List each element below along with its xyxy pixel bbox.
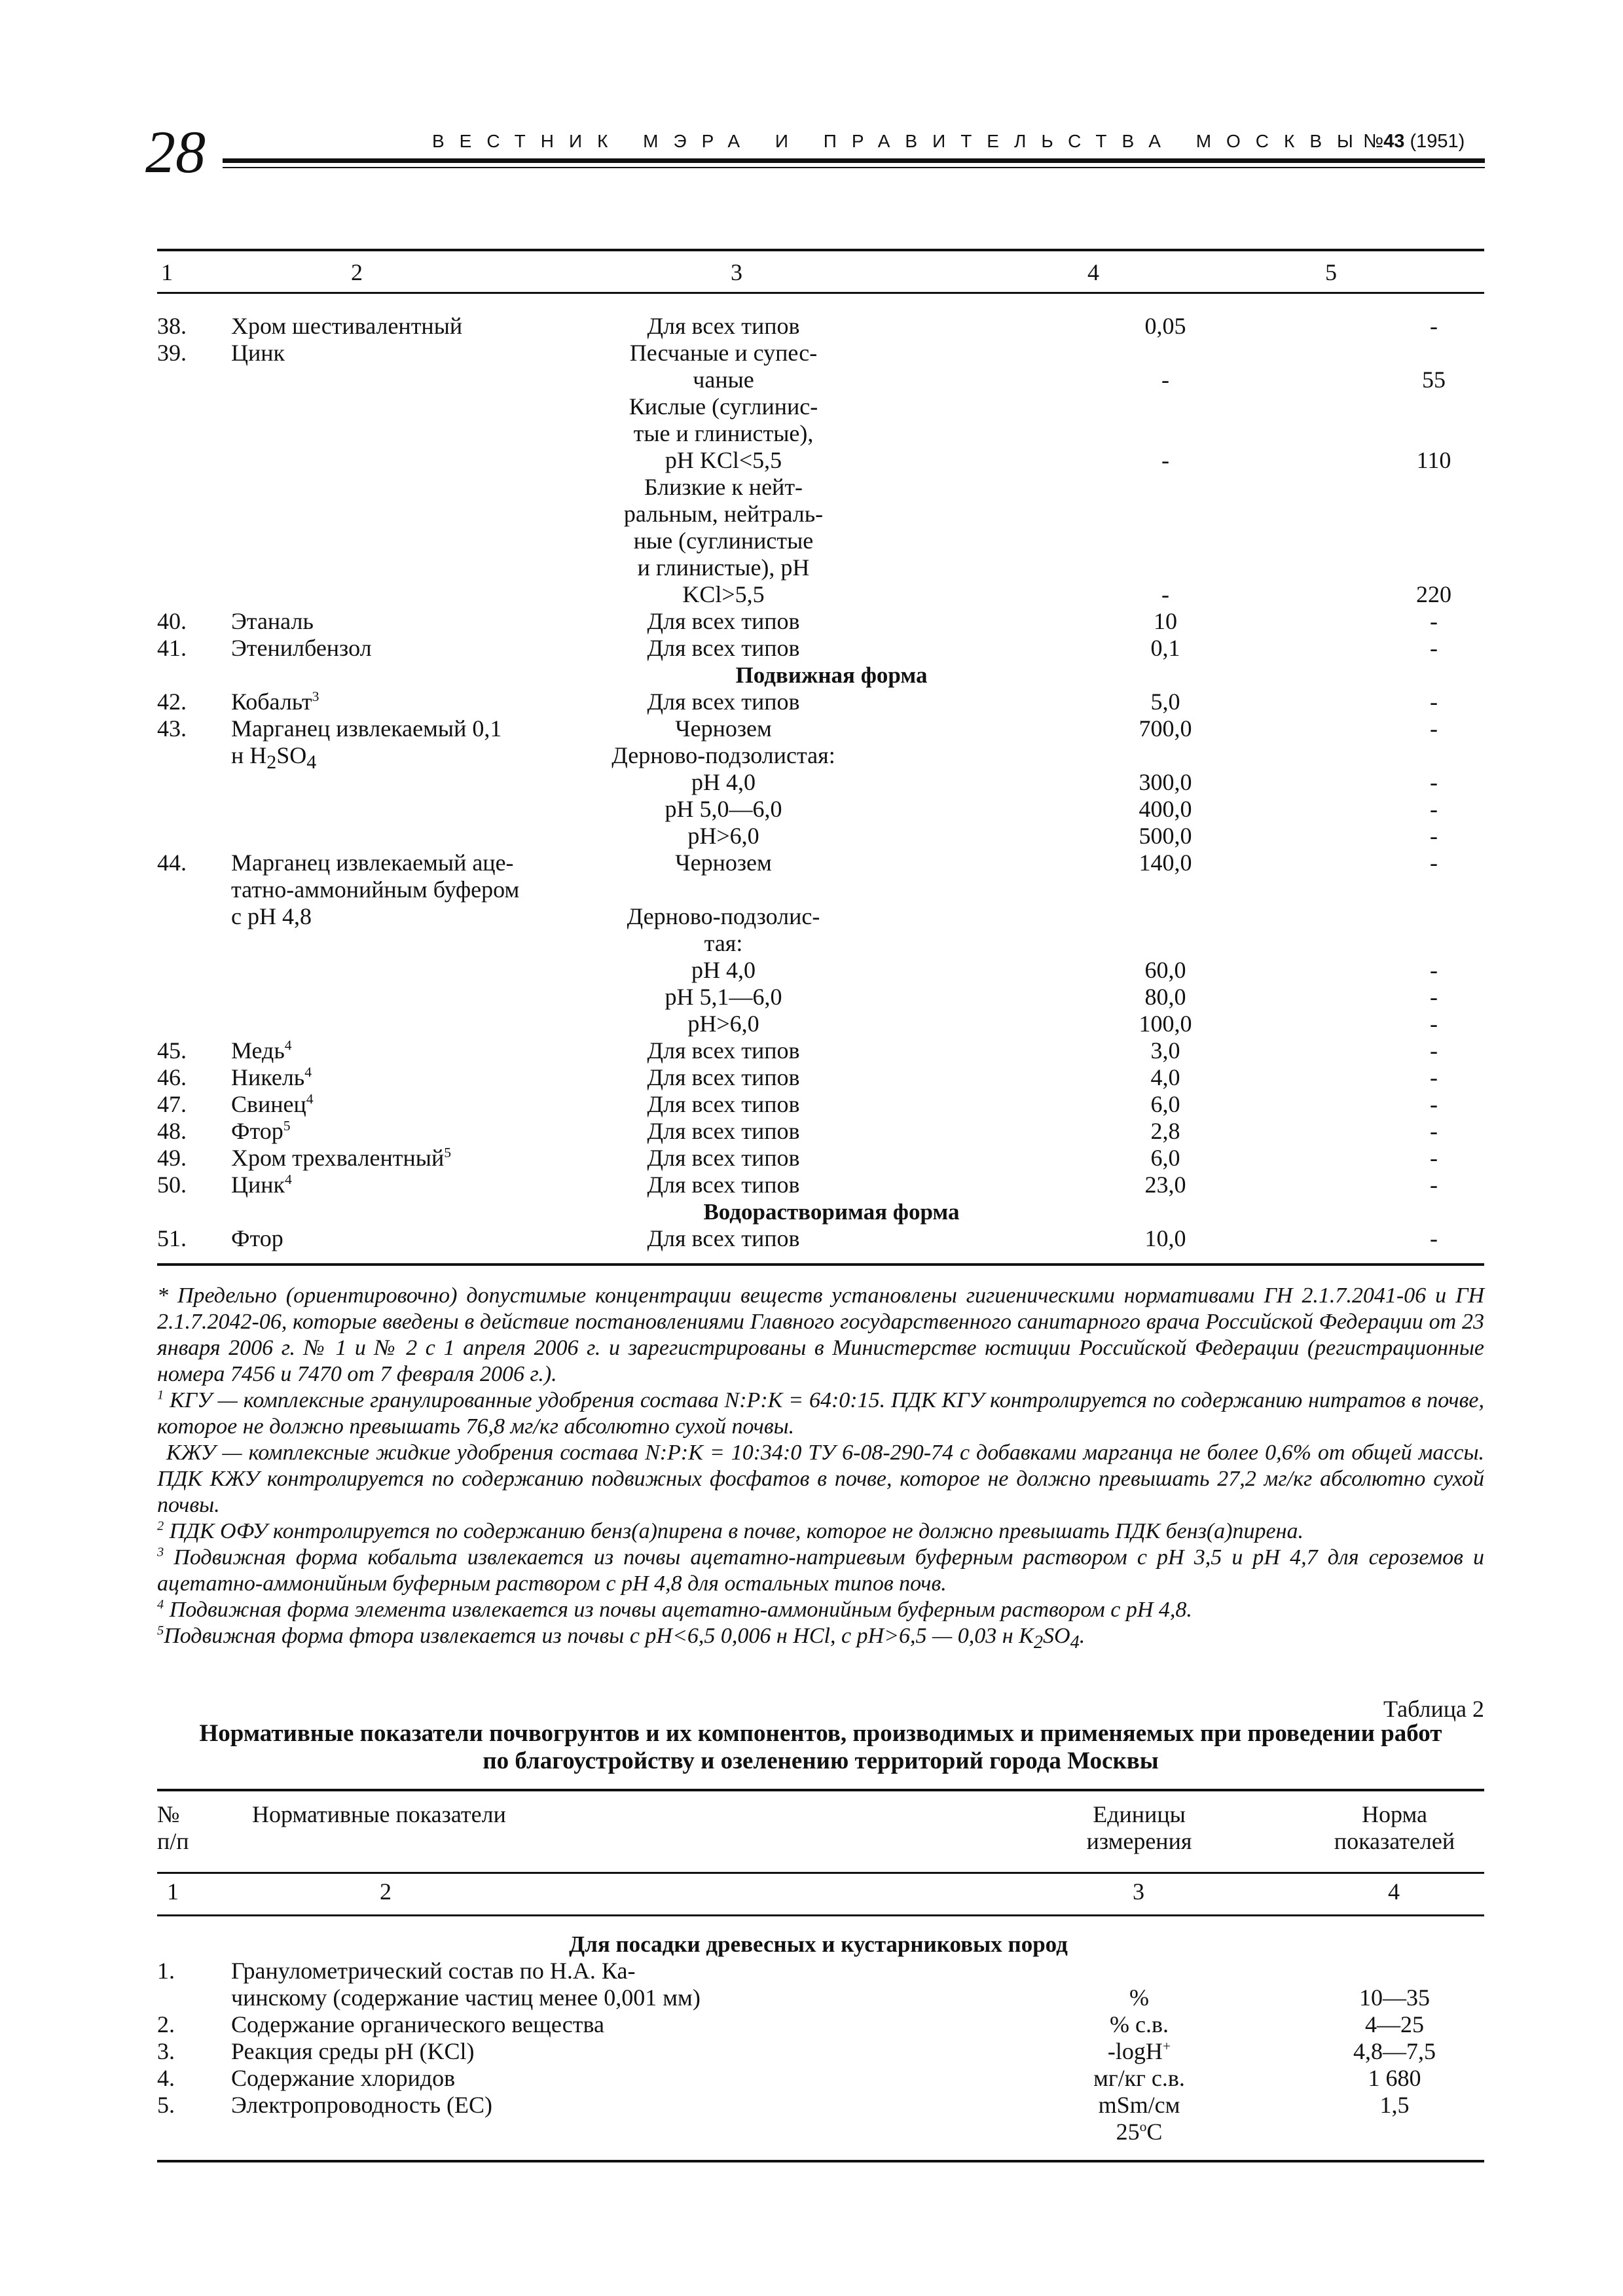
section-water-soluble-form: Водорастворимая форма <box>703 1199 960 1225</box>
issue-info <box>1363 131 1465 152</box>
table2-title-line2: по благоустройству и озеленению территорий города Москвы <box>483 1748 1159 1774</box>
header-rule <box>223 158 1485 163</box>
footnote-1b: КЖУ — комплексные жидкие удобрения состава N:P:K = 10:34:0 ТУ 6-08-290-74 с добавками марганца не более 0,6% от общей массы. ПДК КЖУ контролируется по содержанию подвижных фосфатов в почве, которое не должно превышать 27,2 мг/кг абсолютно сухой почвы. <box>157 1441 1484 1517</box>
table1-colnum-1: 1 <box>161 259 173 285</box>
table2-title-line1: Нормативные показатели почвогрунтов и их компонентов, производимых и применяемых при проведении работ <box>199 1720 1442 1747</box>
table2-numbers-rule <box>157 1914 1484 1916</box>
footnote-4: $^4$ Подвижная форма элемента извлекается из почвы ацетатно-аммонийным буферным раствором с pH 4,8. <box>157 1597 1192 1622</box>
issue-number: 43 <box>1383 131 1405 152</box>
table2-header-rule <box>157 1872 1484 1874</box>
table1-header-rule <box>157 292 1484 294</box>
header-norm: Норма <box>1362 1801 1427 1827</box>
header-indicators: Нормативные показатели <box>252 1801 506 1827</box>
table2-section-title: Для посадки древесных и кустарниковых пород <box>569 1931 1068 1957</box>
table2-colnum-2: 2 <box>380 1878 392 1905</box>
footnote-2: $^2$ ПДК ОФУ контролируется по содержанию бенз(а)пирена в почве, которое не должно превышать ПДК бенз(а)пирена. <box>157 1518 1304 1543</box>
header-units: Единицы <box>1093 1801 1186 1827</box>
journal-title: ВЕСТНИК МЭРА И ПРАВИТЕЛЬСТВА МОСКВЫ <box>432 131 1368 151</box>
issue-prefix: № <box>1363 131 1384 152</box>
table1-colnum-5: 5 <box>1325 259 1337 285</box>
table1-bottom-rule <box>157 1263 1484 1266</box>
issue-total: (1951) <box>1410 131 1465 152</box>
table1-colnum-4: 4 <box>1087 259 1099 285</box>
header-number: № <box>157 1801 180 1827</box>
section-mobile-form: Подвижная форма <box>735 662 928 688</box>
footnote-1: $^1$ КГУ — комплексные гранулированные удобрения состава N:P:K = 64:0:15. ПДК КГУ контролируется по содержанию нитратов в почве, которое не должно превышать 76,8 мг/кг абсолютно сухой почвы. <box>157 1388 1484 1439</box>
table2-colnum-1: 1 <box>167 1878 179 1905</box>
table2-top-rule <box>157 1789 1484 1791</box>
table1-colnum-2: 2 <box>351 259 363 285</box>
table2-title <box>157 1720 1484 1775</box>
footnotes <box>157 1283 1484 1653</box>
footnote-star: * Предельно (ориентировочно) допустимые концентрации веществ установлены гигиеническими нормативами ГН 2.1.7.2041-06 и ГН 2.1.7.2042-06, которые введены в действие постановлениями Главного государственного санитарного врача Российской Федерации от 23 января 2006 г. № 1 и № 2 с 1 апреля 2006 г. и зарегистрированы в Министерстве юстиции Российской Федерации (регистрационные номера 7456 и 7470 от 7 февраля 2006 г.). <box>157 1283 1484 1386</box>
header-norm-l2: показателей <box>1334 1828 1455 1854</box>
page-number: 28 <box>145 118 206 185</box>
header-rule-thin <box>223 167 1485 168</box>
table2-bottom-rule <box>157 2160 1484 2162</box>
footnote-3: $^3$ Подвижная форма кобальта извлекается из почвы ацетатно-натриевым буферным раствором с pH 3,5 и pH 4,7 для сероземов и ацетатно-аммонийным буферным раствором с pH 4,8 для остальных типов почв. <box>157 1545 1484 1596</box>
table2-colnum-3: 3 <box>1133 1878 1144 1905</box>
header-units-l2: измерения <box>1086 1828 1192 1854</box>
header-number-l2: п/п <box>157 1828 189 1854</box>
table2-colnum-4: 4 <box>1388 1878 1400 1905</box>
table2-label: Таблица 2 <box>1383 1696 1484 1722</box>
table1-top-rule <box>157 249 1484 251</box>
footnote-5: $^5$Подвижная форма фтора извлекается из почвы с pH<6,5 0,006 н HCl, с pH>6,5 — 0,03 н $K_2SO_4$. <box>157 1623 1085 1653</box>
table1-colnum-3: 3 <box>731 259 742 285</box>
